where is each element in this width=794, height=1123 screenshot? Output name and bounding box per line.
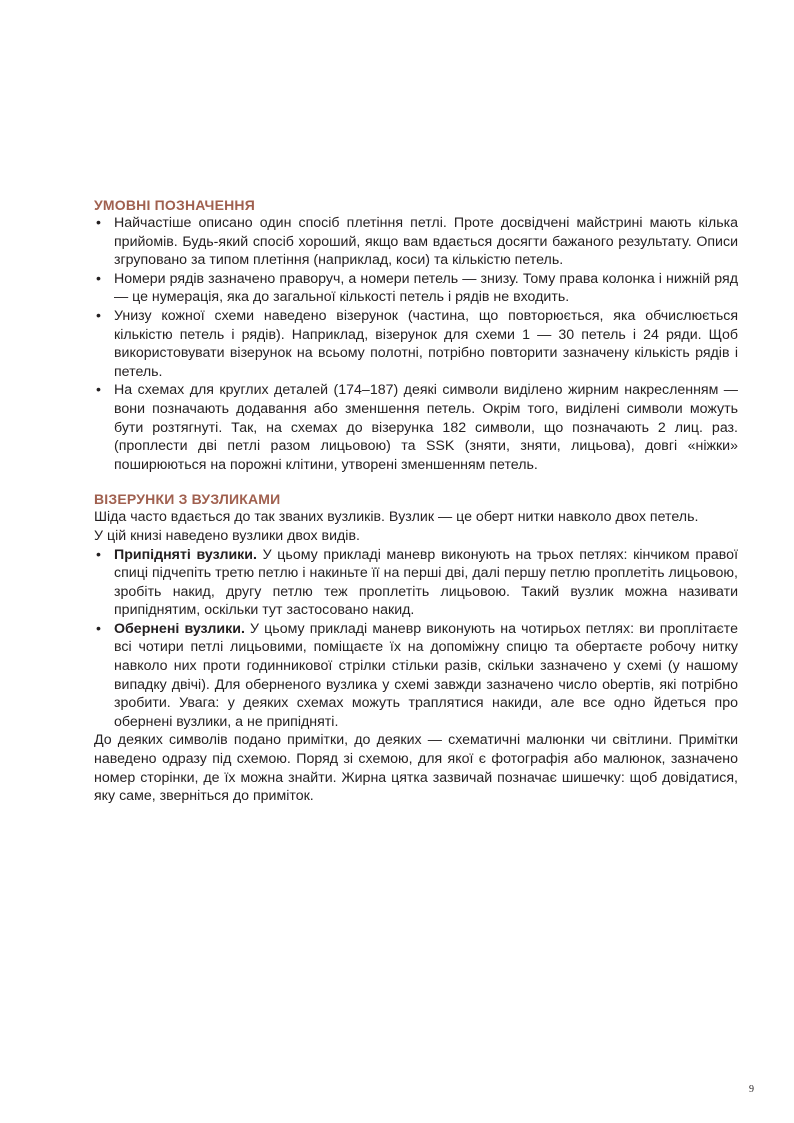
bullet-icon: • <box>96 307 101 324</box>
bullet-icon: • <box>96 620 101 637</box>
list-item: • Припідняті вузлики. У цьому прикладі маневр виконують на трьох петлях: кінчиком правої спиці підчепіть третю петлю і накиньте її на перші дві, далі першу петлю проплетіть лицьовою, зробіть накид, другу петлю теж проплетіть лицьовою. Такий вузлик можна називати припіднятим, оскільки тут застосовано накид. <box>96 546 739 619</box>
page-number: 9 <box>749 1084 754 1095</box>
bullet-icon: • <box>96 382 101 399</box>
bullet-icon: • <box>96 546 101 563</box>
knots-types-paragraph: У цій книзі наведено вузлики двох видів. <box>94 527 360 544</box>
legend-list <box>94 214 738 474</box>
list-item: • Найчастіше описано один спосіб плетіння петлі. Проте досвідчені майстрині мають кілька прийомів. Будь-який спосіб хороший, якщо вам вдається досягти бажаного результату. Описи згруповано за типом плетіння (наприклад, коси) та кількістю петель. <box>96 215 738 269</box>
page-content <box>94 196 738 806</box>
knot-types-list <box>94 546 738 732</box>
knots-intro-paragraph: Шіда часто вдається до так званих вузликів. Вузлик — це оберт нитки навколо двох петель. <box>94 509 699 526</box>
section-heading-knots: ВІЗЕРУНКИ З ВУЗЛИКАМИ <box>94 491 281 508</box>
section-heading-legend: УМОВНІ ПОЗНАЧЕННЯ <box>94 197 255 213</box>
list-item: • Номери рядів зазначено праворуч, а номери петель — знизу. Тому права колонка і нижній ряд — це нумерація, яка до загальної кількості петель і рядів не входить. <box>96 270 738 306</box>
list-item: • Унизу кожної схеми наведено візерунок (частина, що повторюється, яка обчислюється кількістю петель і рядів). Наприклад, візерунок для схеми 1 — 30 петель і 24 ряди. Щоб використовувати візерунок на всьому полотні, потрібно повторити зазначену кількість рядів і петель. <box>96 307 738 380</box>
list-item: • На схемах для круглих деталей (174–187) деякі символи виділено жирним накресленням — вони позначають додавання або зменшення петель. Окрім того, виділені символи можуть бути розтягнуті. Так, на схемах до візерунка 182 символи, що позначають 2 лиц. раз. (проплести дві петлі разом лицьовою) та SSK (зняти, зняти, лицьова), довгі «ніжки» поширюються на порожні клітини, утворені зменшенням петель. <box>96 382 738 473</box>
bullet-icon: • <box>96 270 101 287</box>
list-item: • Обернені вузлики. У цьому прикладі маневр виконують на чотирьох петлях: ви проплітаєте всі чотири петлі лицьовими, поміщаєте їх на допоміжну спицю та обертаєте робочу нитку навколо них проти годинникової стрілки стільки разів, скільки зазначено у схемі (у нашому випадку двічі). Для оберненого вузлика у схемі завжди зазначено число obертів, які потрібно зробити. Увага: у деяких схемах можуть траплятися накиди, але все одно йдеться про обернені вузлики, а не припідняті. <box>96 620 739 730</box>
term-raised-knots: Припідняті вузлики. <box>114 546 257 563</box>
bullet-icon: • <box>96 215 101 231</box>
closing-paragraph: До деяких символів подано примітки, до деяких — схематичні малюнки чи світлини. Примітки наведено одразу під схемою. Поряд зі схемою, для якої є фотографія або малюнок, зазначено номер сторінки, де їх можна знайти. Жирна цятка зазвичай позначає шишечку: щоб довідатися, яку саме, зверніться до приміток. <box>94 732 738 805</box>
term-reversed-knots: Обернені вузлики. <box>114 620 245 637</box>
